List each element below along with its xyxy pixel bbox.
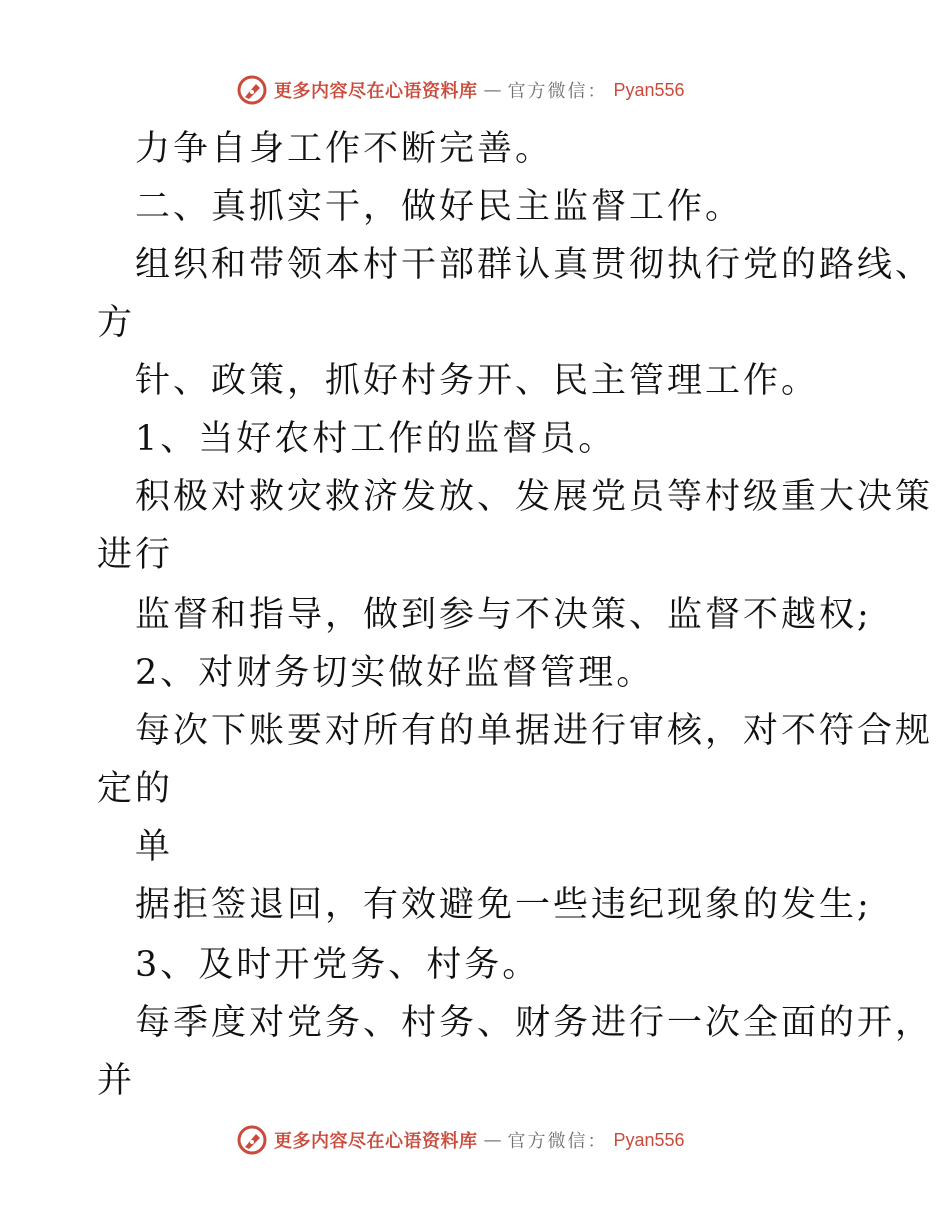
text-line: 每次下账要对所有的单据进行审核，对不符合规: [135, 711, 934, 751]
pen-nib-logo-icon: [236, 74, 268, 106]
text-line: 据拒签退回，有效避免一些违纪现象的发生;: [135, 885, 872, 925]
text-line: 力争自身工作不断完善。: [135, 129, 554, 169]
watermark-main-text: 更多内容尽在心语资料库: [274, 1131, 478, 1152]
text-line: 2、对财务切实做好监督管理。: [135, 653, 655, 693]
footer-watermark: [236, 1123, 685, 1157]
header-watermark: [236, 73, 685, 107]
watermark-handle: Pyan556: [613, 1129, 685, 1150]
text-line: 组织和带领本村干部群认真贯彻执行党的路线、: [135, 245, 934, 285]
text-line: 定的: [97, 769, 174, 809]
text-line: 进行: [97, 535, 174, 575]
text-line: 每季度对党务、村务、财务进行一次全面的开，: [135, 1003, 934, 1043]
watermark-sub-text: 官方微信：: [507, 81, 608, 102]
text-line: 针、政策，抓好村务开、民主管理工作。: [135, 361, 820, 401]
text-line: 3、及时开党务、村务。: [135, 945, 541, 985]
text-line: 方: [97, 303, 136, 343]
watermark-main-text: 更多内容尽在心语资料库: [274, 81, 478, 102]
pen-nib-logo-icon: [236, 1124, 268, 1156]
watermark-dash: —: [483, 1129, 502, 1151]
text-line: 二、真抓实干，做好民主监督工作。: [135, 187, 744, 227]
text-line: 单: [135, 827, 174, 867]
text-line: 并: [97, 1061, 136, 1101]
text-line: 监督和指导，做到参与不决策、监督不越权;: [135, 595, 872, 635]
watermark-handle: Pyan556: [613, 79, 685, 100]
watermark-dash: —: [483, 79, 502, 101]
watermark-sub-text: 官方微信：: [507, 1131, 608, 1152]
text-line: 积极对救灾救济发放、发展党员等村级重大决策: [135, 477, 934, 517]
text-line: 1、当好农村工作的监督员。: [135, 419, 617, 459]
